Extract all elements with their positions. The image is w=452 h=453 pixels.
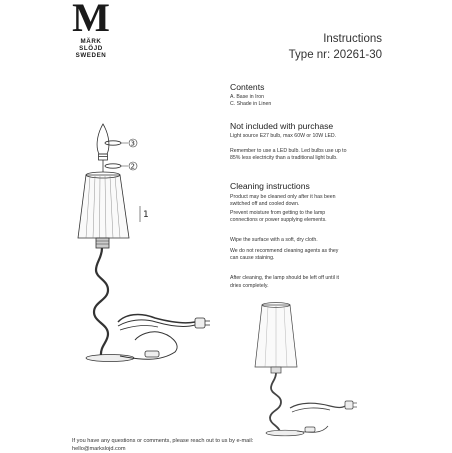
cleaning-text: We do not recommend cleaning agents as they xyxy=(230,248,339,254)
not-included-text: 85% less electricity than a traditional light bulb. xyxy=(230,155,338,161)
contents-title: Contents xyxy=(230,82,265,92)
brand-logo-line-1: MÄRK xyxy=(80,38,102,45)
not-included-text: Light source E27 bulb, max 60W or 10W LED. xyxy=(230,133,337,139)
contents-item: A. Base in Iron xyxy=(230,94,265,100)
footer-email[interactable]: hello@markslojd.com xyxy=(72,446,126,452)
ring-part-2 xyxy=(105,164,121,168)
brand-logo-line-3: SWEDEN xyxy=(75,52,107,59)
contents-item: C. Shade in Linen xyxy=(230,101,272,107)
bulb-icon xyxy=(97,124,109,154)
cleaning-text: switched off and cooled down. xyxy=(230,201,300,207)
footer-contact-text: If you have any questions or comments, please reach out to us by e-mail: xyxy=(72,438,254,444)
callout-label-3: 3 xyxy=(130,139,135,148)
callout-label-1: 1 xyxy=(143,210,149,220)
lamp-shade xyxy=(78,175,129,238)
cleaning-text: Prevent moisture from getting to the lamp xyxy=(230,210,326,216)
cleaning-text: After cleaning, the lamp should be left off until it xyxy=(230,275,339,281)
cleaning-title: Cleaning instructions xyxy=(230,181,310,191)
lamp-base xyxy=(86,355,134,362)
callout-label-2: 2 xyxy=(130,162,135,171)
cord-switch xyxy=(145,351,159,357)
lamp-assembled-illustration xyxy=(255,303,357,436)
cleaning-text: Product may be cleaned only after it has been xyxy=(230,194,336,200)
brand-logo-line-2: SLÖJD xyxy=(79,45,103,52)
cleaning-text: can cause staining. xyxy=(230,255,275,261)
cleaning-text: Wipe the surface with a soft, dry cloth. xyxy=(230,237,318,243)
cleaning-text: connections or power supplying elements. xyxy=(230,217,327,223)
ring-part-3 xyxy=(105,141,121,145)
plug-icon xyxy=(195,318,205,328)
not-included-text: Remember to use a LED bulb. Led bulbs use up to xyxy=(230,148,347,154)
type-number: Type nr: 20261-30 xyxy=(288,49,382,61)
not-included-title: Not included with purchase xyxy=(230,121,334,131)
cleaning-text: dries completely. xyxy=(230,283,269,289)
brand-logo-mark: M xyxy=(72,0,110,40)
page-title: Instructions xyxy=(323,33,382,45)
lamp-stem xyxy=(94,248,108,356)
